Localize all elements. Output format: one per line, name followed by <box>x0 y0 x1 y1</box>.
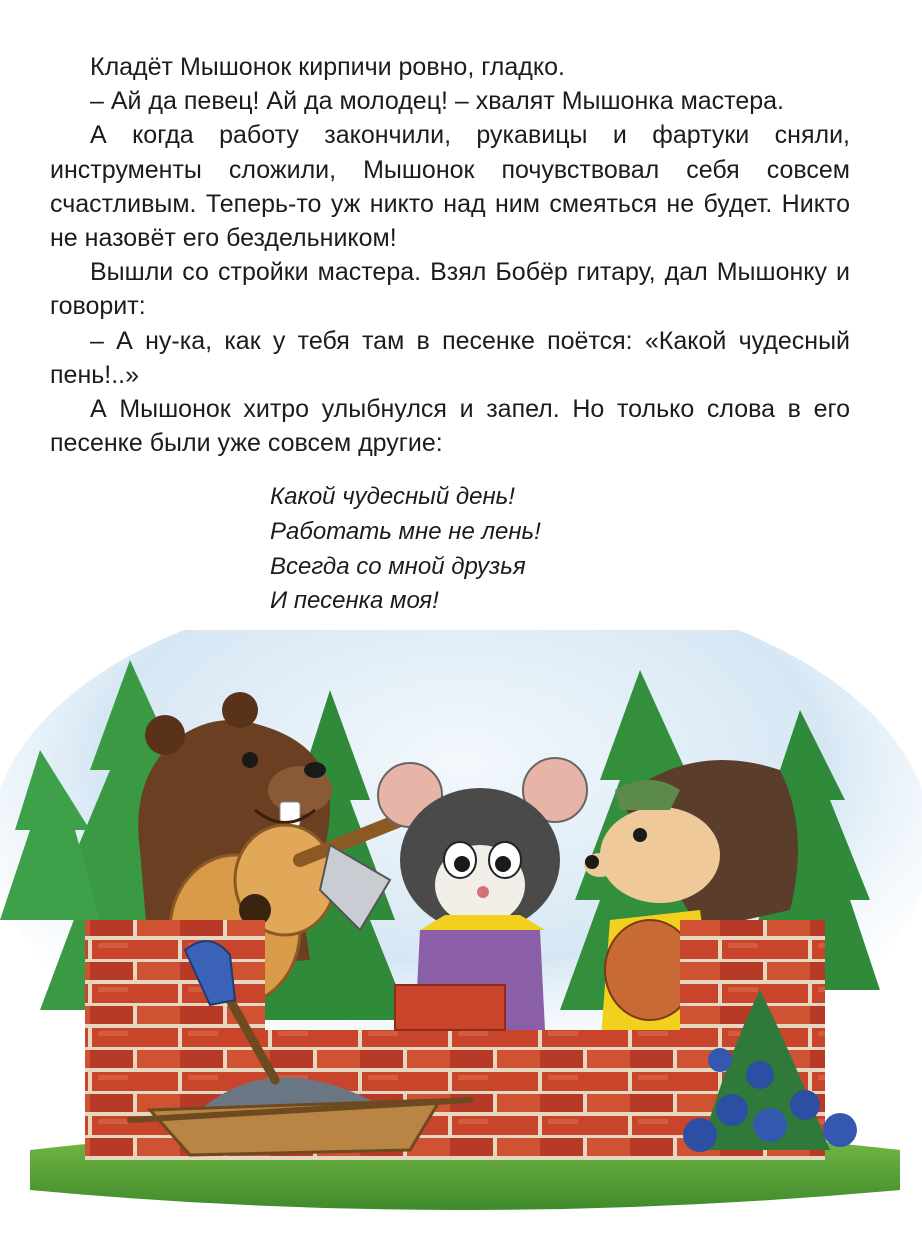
paragraph-2: – Ай да певец! Ай да молодец! – хвалят Мышонка мастера. <box>90 87 785 116</box>
paragraph-3: А когда работу закончили, рукавицы и фартуки сняли, инструменты сложили, Мышонок почувствовал себя совсем счастливым. Теперь-то уж никто над ним смеяться не будет. Никто не назовёт его бездельником! <box>50 121 850 253</box>
verse-line-3: Всегда со мной друзья <box>270 552 526 580</box>
song-verse <box>270 480 541 619</box>
verse-line-2: Работать мне не лень! <box>270 517 541 545</box>
verse-line-4: И песенка моя! <box>270 587 439 615</box>
paragraph-6: А Мышонок хитро улыбнулся и запел. Но только слова в его песенке были уже совсем другие: <box>50 395 850 458</box>
illustration <box>0 630 922 1239</box>
paragraph-4: Вышли со стройки мастера. Взял Бобёр гитару, дал Мышонку и говорит: <box>50 258 850 321</box>
paragraph-5: – А ну-ка, как у тебя там в песенке поётся: «Какой чудесный пень!..» <box>50 326 850 389</box>
story-text <box>50 50 850 460</box>
verse-line-1: Какой чудесный день! <box>270 483 515 510</box>
paragraph-1: Кладёт Мышонок кирпичи ровно, гладко. <box>90 53 565 81</box>
